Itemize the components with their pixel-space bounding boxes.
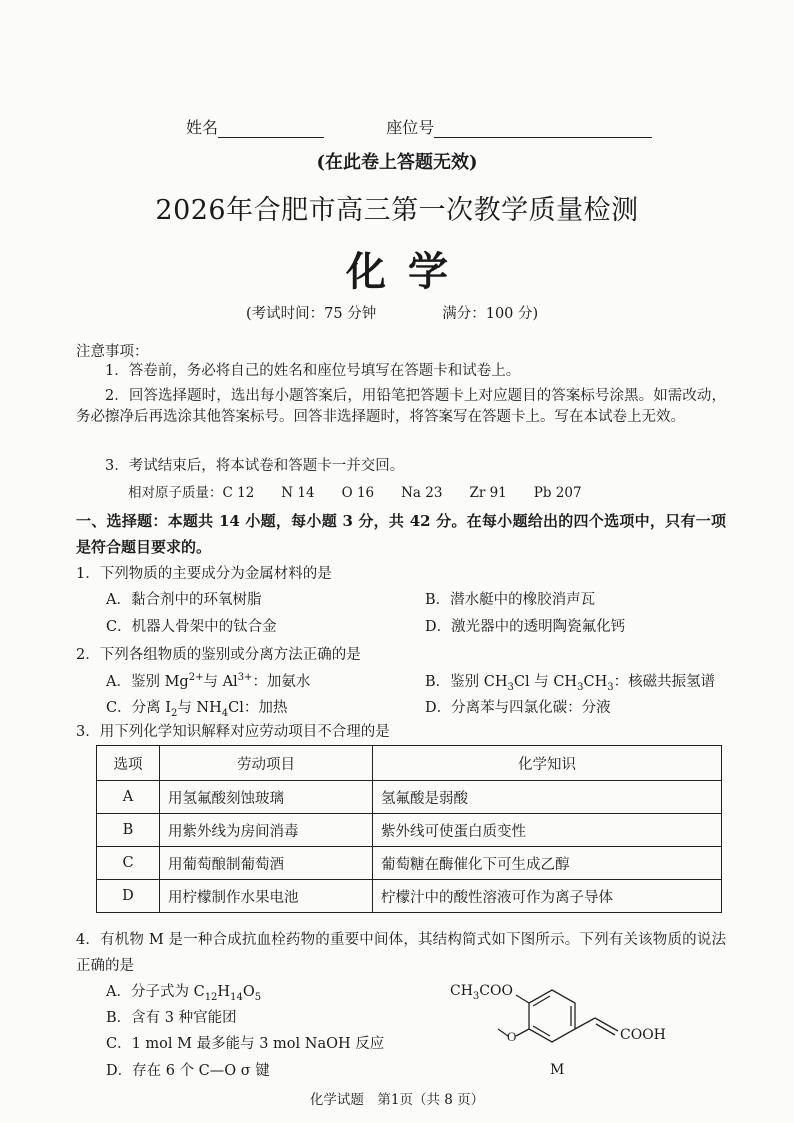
q4-option-b: B．含有 3 种官能团 xyxy=(106,1010,237,1026)
table-row xyxy=(97,814,722,847)
name-seat-row xyxy=(186,115,652,138)
q4-option-a: A．分子式为 $C_{12}H_{14}O_5$ xyxy=(106,984,262,1003)
table-cell: 用柠檬制作水果电池 xyxy=(160,880,373,913)
table-header-row xyxy=(97,746,722,781)
table-row xyxy=(97,880,722,913)
q1-stem: 1．下列物质的主要成分为金属材料的是 xyxy=(76,566,332,582)
instructions-heading: 注意事项： xyxy=(76,344,149,360)
molecule-m-structure xyxy=(440,980,680,1080)
table-cell: D xyxy=(97,880,160,913)
q2-option-b: B．鉴别 $CH_3Cl$ 与 $CH_3CH_3$：核磁共振氢谱 xyxy=(425,674,716,693)
exam-title: 2026年合肥市高三第一次教学质量检测 xyxy=(155,195,639,226)
score-text: 满分：100 分) xyxy=(442,306,539,322)
invalid-notice: (在此卷上答题无效) xyxy=(316,152,478,173)
table-cell: A xyxy=(97,781,160,814)
q2-stem: 2．下列各组物质的鉴别或分离方法正确的是 xyxy=(76,647,361,663)
acetoxy-label: $CH_3COO$ xyxy=(450,983,513,1002)
name-field[interactable] xyxy=(218,119,324,138)
table-cell: 用紫外线为房间消毒 xyxy=(160,814,373,847)
table-cell: B xyxy=(97,814,160,847)
molecule-label: M xyxy=(550,1062,565,1078)
q2-option-d: D．分离苯与四氯化碳：分液 xyxy=(425,700,611,716)
table-cell: 用葡萄酿制葡萄酒 xyxy=(160,847,373,880)
table-cell: 紫外线可使蛋白质变性 xyxy=(373,814,722,847)
time-text: (考试时间：75 分钟 xyxy=(246,306,377,322)
atomic-masses: 相对原子质量：C 12 N 14 O 16 Na 23 Zr 91 Pb 207 xyxy=(128,485,582,501)
carboxyl-label: COOH xyxy=(620,1027,666,1043)
table-header: 选项 xyxy=(97,746,160,781)
q3-stem: 3．用下列化学知识解释对应劳动项目不合理的是 xyxy=(76,724,390,740)
q4-stem: 4．有机物 M 是一种合成抗血栓药物的重要中间体，其结构简式如下图所示。下列有关该物质的说法正确的是 xyxy=(76,932,726,974)
name-label: 姓名 xyxy=(186,118,219,137)
svg-text:O: O xyxy=(507,1029,517,1044)
instruction-item: 1．答卷前，务必将自己的姓名和座位号填写在答题卡和试卷上。 xyxy=(105,363,521,379)
instruction-item: 2．回答选择题时，选出每小题答案后，用铅笔把答题卡上对应题目的答案标号涂黑。如需改动，务必擦净后再选涂其他答案标号。回答非选择题时，将答案写在答题卡上。写在本试卷上无效。 xyxy=(76,388,726,425)
q1-option-d: D．激光器中的透明陶瓷氟化钙 xyxy=(425,619,626,635)
q2-option-a: A．鉴别 $Mg^{2+}$与 $Al^{3+}$：加氨水 xyxy=(106,672,311,690)
instruction-item: 3．考试结束后，将本试卷和答题卡一并交回。 xyxy=(105,458,405,474)
seat-label: 座位号 xyxy=(386,118,435,137)
table-header: 化学知识 xyxy=(373,746,722,781)
table-row xyxy=(97,781,722,814)
exam-time-info xyxy=(246,302,538,323)
table-cell: C xyxy=(97,847,160,880)
table-header: 劳动项目 xyxy=(160,746,373,781)
q1-option-b: B．潜水艇中的橡胶消声瓦 xyxy=(425,592,596,608)
table-cell: 用氢氟酸刻蚀玻璃 xyxy=(160,781,373,814)
section-heading: 一、选择题：本题共 14 小题，每小题 3 分，共 42 分。在每小题给出的四个选项中，只有一项是符合题目要求的。 xyxy=(76,512,726,556)
q1-option-a: A．黏合剂中的环氧树脂 xyxy=(106,592,262,608)
q4-option-c: C．1 mol M 最多能与 3 mol NaOH 反应 xyxy=(106,1036,385,1052)
q2-option-c: C．分离 $I_2$与 $NH_4Cl$：加热 xyxy=(106,700,288,719)
table-cell: 柠檬汁中的酸性溶液可作为离子导体 xyxy=(373,880,722,913)
q1-option-c: C．机器人骨架中的钛合金 xyxy=(106,619,277,635)
seat-field[interactable] xyxy=(434,119,652,138)
q3-table xyxy=(96,745,722,913)
table-cell: 氢氟酸是弱酸 xyxy=(373,781,722,814)
table-cell: 葡萄糖在酶催化下可生成乙醇 xyxy=(373,847,722,880)
q4-option-d: D．存在 6 个 C—O σ 键 xyxy=(106,1063,270,1079)
subject-title: 化学 xyxy=(346,248,470,295)
table-row xyxy=(97,847,722,880)
page-footer: 化学试题 第1页（共 8 页） xyxy=(309,1092,485,1108)
